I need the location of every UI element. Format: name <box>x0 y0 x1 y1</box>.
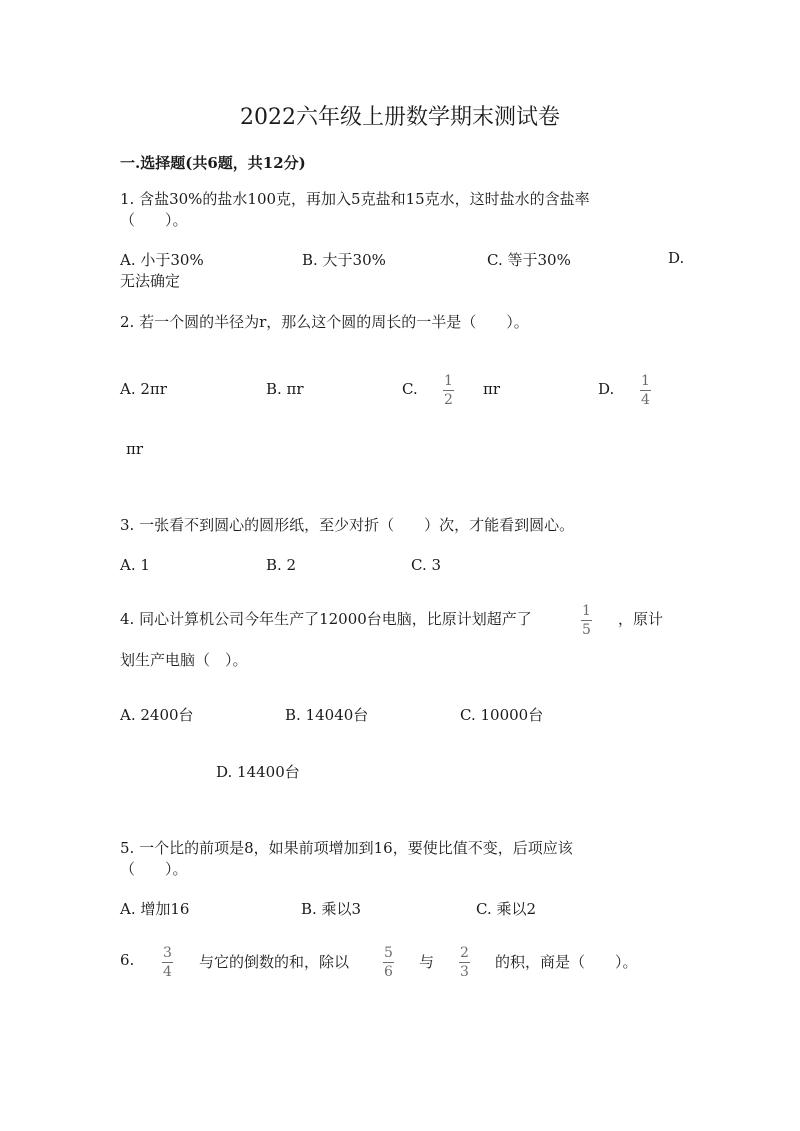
question-6-number: 6. <box>120 951 135 969</box>
question-2-option-c-tail: πr <box>483 380 501 398</box>
question-2-option-d-tail: πr <box>126 440 144 458</box>
fraction-bar <box>383 962 394 963</box>
page-title: 2022六年级上册数学期末测试卷 <box>240 105 560 130</box>
question-4-option-b: B. 14040台 <box>285 706 369 724</box>
fraction-bar <box>162 962 173 963</box>
question-1-line-2: （ ）。 <box>120 211 188 229</box>
question-5-option-b: B. 乘以3 <box>301 900 362 918</box>
fraction-numerator: 5 <box>384 945 393 961</box>
fraction-denominator: 5 <box>582 622 591 638</box>
question-1-option-d: D. <box>668 249 685 267</box>
question-6-text-2: 与 <box>419 953 435 971</box>
question-6-fraction-2 <box>383 945 394 980</box>
question-2-option-d-fraction <box>640 373 651 408</box>
fraction-numerator: 1 <box>444 373 453 389</box>
question-6-text-3: 的积，商是（ ）。 <box>495 953 638 971</box>
question-4-option-a: A. 2400台 <box>120 706 194 724</box>
question-3-option-a: A. 1 <box>120 556 150 574</box>
question-1-option-a: A. 小于30% <box>120 251 204 269</box>
question-6-fraction-3 <box>459 945 470 980</box>
fraction-numerator: 3 <box>163 945 172 961</box>
question-3-option-b: B. 2 <box>266 556 297 574</box>
question-1-option-d-text: 无法确定 <box>120 272 181 290</box>
fraction-numerator: 1 <box>641 373 650 389</box>
fraction-denominator: 4 <box>641 392 650 408</box>
question-2-option-d: D. <box>598 380 615 398</box>
question-6-fraction-1 <box>162 945 173 980</box>
fraction-bar <box>581 620 592 621</box>
question-5-line-2: （ ）。 <box>120 860 188 878</box>
question-2-option-a: A. 2πr <box>120 380 167 398</box>
question-5-option-a: A. 增加16 <box>120 900 190 918</box>
question-3-text: 3. 一张看不到圆心的圆形纸，至少对折（ ）次，才能看到圆心。 <box>120 516 575 534</box>
question-5-option-c: C. 乘以2 <box>476 900 537 918</box>
question-2-option-c: C. <box>402 380 418 398</box>
fraction-denominator: 4 <box>163 964 172 980</box>
question-1-line-1: 1. 含盐30%的盐水100克，再加入5克盐和15克水，这时盐水的含盐率 <box>120 190 590 208</box>
question-4-option-d: D. 14400台 <box>216 763 300 781</box>
question-2-text: 2. 若一个圆的半径为r，那么这个圆的周长的一半是（ ）。 <box>120 313 529 331</box>
question-4-line-1: 4. 同心计算机公司今年生产了12000台电脑，比原计划超产了 <box>120 610 532 628</box>
fraction-numerator: 1 <box>582 603 591 619</box>
question-1-option-c: C. 等于30% <box>487 251 571 269</box>
question-4-option-c: C. 10000台 <box>460 706 544 724</box>
fraction-denominator: 6 <box>384 964 393 980</box>
fraction-denominator: 3 <box>460 964 469 980</box>
section-heading: 一.选择题(共6题，共12分) <box>120 154 306 172</box>
question-6-text-1: 与它的倒数的和，除以 <box>199 953 350 971</box>
question-4-line-2: 划生产电脑（ ）。 <box>120 651 248 669</box>
fraction-bar <box>443 390 454 391</box>
question-2-option-c-fraction <box>443 373 454 408</box>
question-4-line-1-tail: ，原计 <box>618 610 664 628</box>
fraction-bar <box>640 390 651 391</box>
question-3-option-c: C. 3 <box>411 556 442 574</box>
question-2-option-b: B. πr <box>266 380 304 398</box>
question-1-option-b: B. 大于30% <box>302 251 386 269</box>
question-5-line-1: 5. 一个比的前项是8，如果前项增加到16，要使比值不变，后项应该 <box>120 839 573 857</box>
fraction-numerator: 2 <box>460 945 469 961</box>
question-4-fraction <box>581 603 592 638</box>
fraction-denominator: 2 <box>444 392 453 408</box>
fraction-bar <box>459 962 470 963</box>
